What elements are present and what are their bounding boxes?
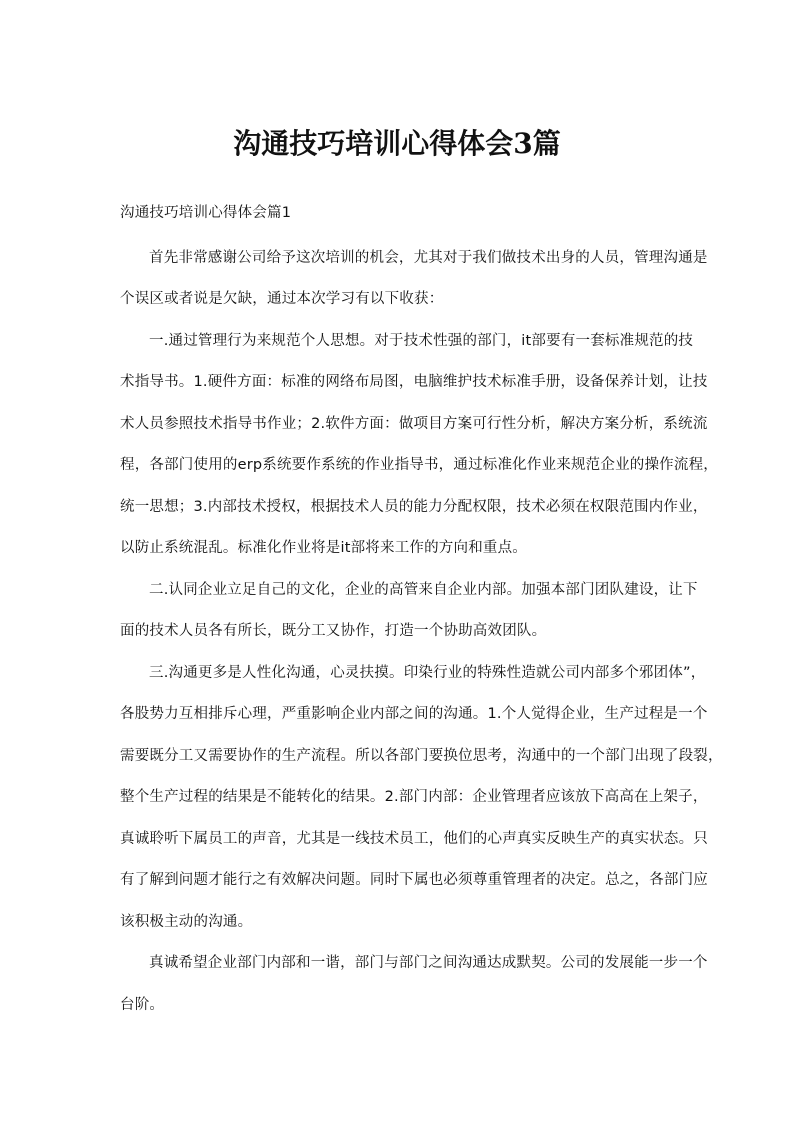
text-line: 面的技术人员各有所长，既分工又协作，打造一个协助高效团队。	[120, 623, 547, 639]
document-body	[120, 198, 723, 1026]
text-line: 程，各部门使用的erp系统要作系统的作业指导书，通过标准化作业来规范企业的操作流程，	[120, 457, 718, 473]
text-line: 三.沟通更多是人性化沟通，心灵扶摸。印染行业的特殊性造就公司内部多个邪团体”，	[149, 664, 706, 681]
text-line: 真诚聆听下属员工的声音，尤其是一线技术员工，他们的心声真实反映生产的真实状态。只	[120, 830, 708, 847]
text-line: 需要既分工又需要协作的生产流程。所以各部门要换位思考，沟通中的一个部门出现了段裂，	[120, 747, 723, 764]
text-line: 一.通过管理行为来规范个人思想。对于技术性强的部门，it部要有一套标准规范的技	[149, 332, 694, 349]
paragraph-closing	[120, 943, 708, 1026]
text-line: 以防止系统混乱。标准化作业将是it部将来工作的方向和重点。	[120, 540, 528, 556]
paragraph-point-one	[120, 321, 718, 570]
text-line: 真诚希望企业部门内部和一谐，部门与部门之间沟通达成默契。公司的发展能一步一个	[149, 955, 708, 971]
paragraph-point-two	[120, 570, 698, 653]
text-line: 术指导书。1.硬件方面：标准的网络布局图，电脑维护技术标准手册，设备保养计划，让技	[120, 374, 708, 390]
section-heading: 沟通技巧培训心得体会篇1	[120, 205, 292, 221]
text-line: 术人员参照技术指导书作业；2.软件方面：做项目方案可行性分析，解决方案分析，系统流	[120, 415, 708, 432]
text-line: 有了解到问题才能行之有效解决问题。同时下属也必须尊重管理者的决定。总之，各部门应	[120, 872, 708, 888]
paragraph-point-three	[120, 653, 723, 944]
text-line: 首先非常感谢公司给予这次培训的机会，尤其对于我们做技术出身的人员，管理沟通是	[149, 249, 708, 266]
text-line: 各股势力互相排斥心理，严重影响企业内部之间的沟通。1.个人觉得企业，生产过程是一个	[120, 706, 708, 722]
text-line: 整个生产过程的结果是不能转化的结果。2.部门内部：企业管理者应该放下高高在上架子，	[120, 789, 708, 805]
text-line: 二.认同企业立足自己的文化，企业的高管来自企业内部。加强本部门团队建设，让下	[149, 581, 698, 598]
document-title: 沟通技巧培训心得体会3篇	[233, 127, 561, 160]
text-line: 台阶。	[120, 996, 165, 1013]
text-line: 个误区或者说是欠缺，通过本次学习有以下收获：	[120, 291, 444, 307]
text-line: 该积极主动的沟通。	[120, 913, 253, 930]
text-line: 统一思想；3.内部技术授权，根据技术人员的能力分配权限，技术必须在权限范围内作业，	[120, 498, 708, 515]
paragraph-intro	[120, 238, 708, 321]
spacer	[120, 229, 676, 238]
